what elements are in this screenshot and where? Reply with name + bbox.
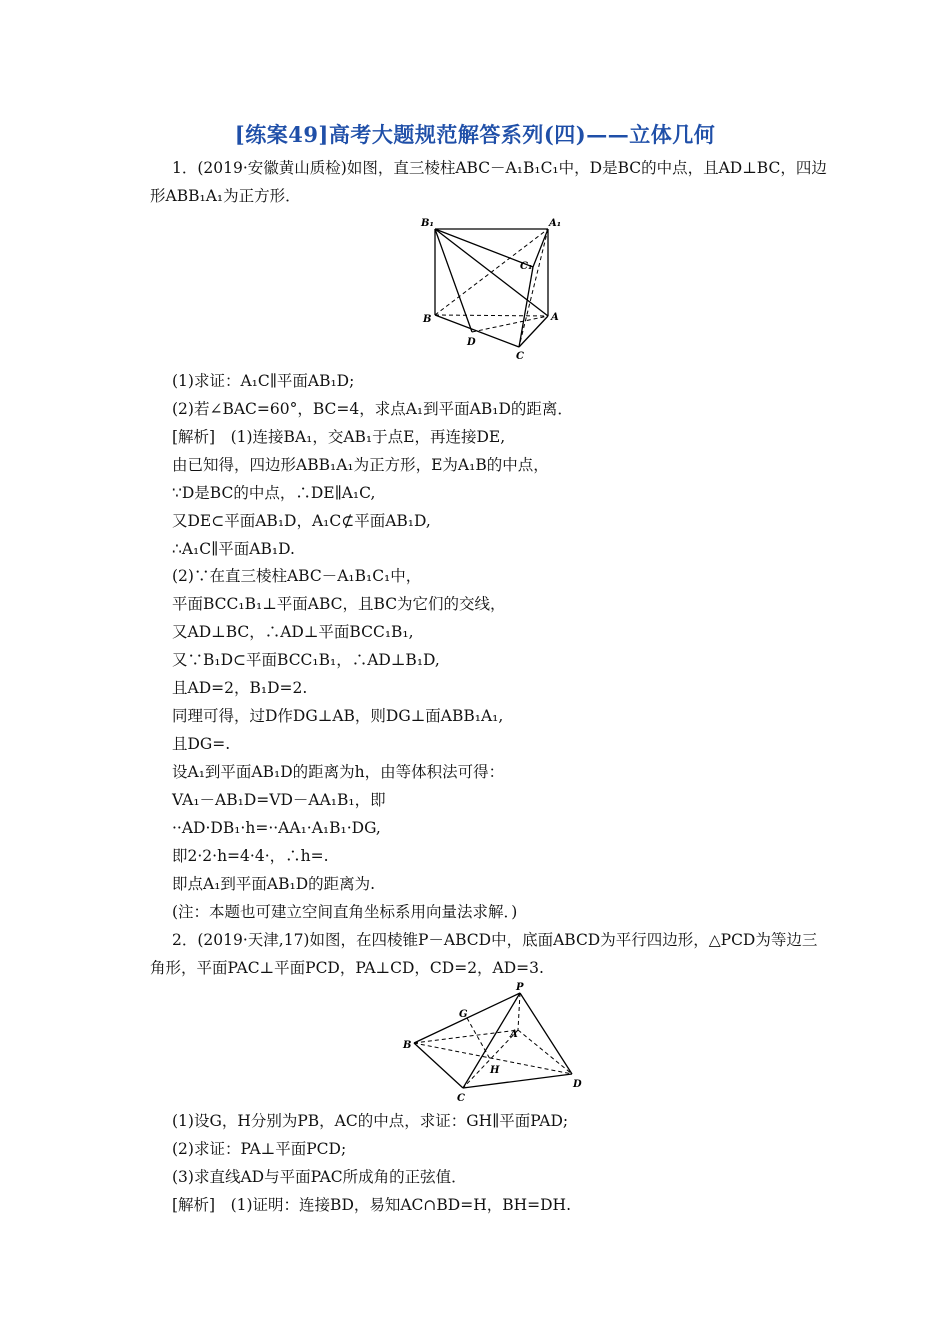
problem1-solution-line-5: ∴A₁C∥平面AB₁D. — [172, 540, 295, 558]
problem1-solution-line-6: (2)∵在直三棱柱ABC－A₁B₁C₁中， — [172, 567, 422, 585]
problem1-q1: (1)求证：A₁C∥平面AB₁D; — [172, 372, 355, 390]
edge-a1c — [519, 229, 548, 347]
edge-da — [472, 316, 548, 332]
label-a1: A₁ — [549, 218, 562, 229]
problem1-q2: (2)若∠BAC=60°，BC=4，求点A₁到平面AB₁D的距离． — [172, 400, 573, 418]
label-g: G — [459, 1009, 468, 1020]
label-p: P — [516, 982, 524, 993]
problem1-solution-line-2: 由已知得，四边形ABB₁A₁为正方形，E为A₁B的中点， — [172, 456, 549, 474]
problem2-solution-start: [解析] (1)证明：连接BD，易知AC∩BD=H，BH=DH. — [172, 1196, 571, 1214]
label-c1: C₁ — [520, 261, 533, 272]
problem1-solution-line-3: ∵D是BC的中点，∴DE∥A₁C, — [172, 484, 376, 502]
problem2-q2: (2)求证：PA⊥平面PCD; — [172, 1140, 347, 1158]
page-title: [练案49]高考大题规范解答系列(四)——立体几何 — [234, 122, 716, 147]
edge-bc — [435, 315, 519, 347]
edge-ba — [435, 315, 548, 316]
label-c: C — [457, 1093, 465, 1104]
problem1-solution-line-18: (注：本题也可建立空间直角坐标系用向量法求解．) — [172, 903, 518, 921]
edge-pd — [520, 993, 572, 1074]
label-h: H — [490, 1065, 500, 1076]
label-a: A — [551, 312, 559, 323]
edge-a1c1 — [533, 229, 548, 267]
problem1-solution-line-9: 又∵B₁D⊂平面BCC₁B₁，∴AD⊥B₁D, — [172, 651, 440, 669]
problem1-solution-line-8: 又AD⊥BC，∴AD⊥平面BCC₁B₁, — [172, 623, 414, 641]
edge-ad — [518, 1030, 572, 1074]
pyramid-figure — [400, 980, 600, 1105]
problem1-solution-line-10: 且AD=2，B₁D=2. — [172, 679, 308, 697]
label-b: B — [423, 314, 432, 325]
problem2-q3: (3)求直线AD与平面PAC所成角的正弦值． — [172, 1168, 467, 1186]
problem1-solution-line-17: 即点A₁到平面AB₁D的距离为. — [172, 875, 376, 893]
problem2-stem-line1: 2．(2019·天津,17)如图，在四棱锥P－ABCD中，底面ABCD为平行四边形，△PCD为等边三 — [172, 931, 818, 949]
label-b1: B₁ — [421, 218, 434, 229]
problem2-q1: (1)设G，H分别为PB，AC的中点，求证：GH∥平面PAD; — [172, 1112, 569, 1130]
problem1-stem-line2: 形ABB₁A₁为正方形． — [150, 187, 301, 205]
edge-ba — [414, 1030, 518, 1043]
problem1-solution-line-15: ··AD·DB₁·h=··AA₁·A₁B₁·DG, — [172, 819, 381, 837]
label-b: B — [403, 1040, 412, 1051]
label-d: D — [573, 1079, 582, 1090]
edge-b1c1 — [435, 229, 533, 267]
problem1-solution-line-11: 同理可得，过D作DG⊥AB，则DG⊥面ABB₁A₁, — [172, 707, 504, 725]
edge-pa — [518, 993, 520, 1030]
label-d: D — [467, 337, 476, 348]
problem1-solution-line-12: 且DG=. — [172, 735, 231, 753]
problem1-solution-line-7: 平面BCC₁B₁⊥平面ABC，且BC为它们的交线， — [172, 595, 506, 613]
problem1-solution-line-16: 即2·2·h=4·4·，∴h=. — [172, 847, 329, 865]
edge-cd — [463, 1074, 572, 1088]
prism-figure — [415, 212, 565, 362]
label-a: A — [510, 1029, 518, 1040]
problem2-stem-line2: 角形，平面PAC⊥平面PCD，PA⊥CD，CD=2，AD=3. — [150, 959, 544, 977]
problem1-solution-line-1: [解析] (1)连接BA₁，交AB₁于点E，再连接DE, — [172, 428, 506, 446]
problem1-stem-line1: 1．(2019·安徽黄山质检)如图，直三棱柱ABC－A₁B₁C₁中，D是BC的中点，且AD⊥BC，四边 — [172, 159, 827, 177]
segment-gh — [467, 1018, 490, 1059]
problem1-solution-line-13: 设A₁到平面AB₁D的距离为h，由等体积法可得： — [172, 763, 505, 781]
label-c: C — [516, 351, 524, 362]
problem1-solution-line-4: 又DE⊂平面AB₁D，A₁C⊄平面AB₁D, — [172, 512, 431, 530]
problem1-solution-line-14: VA₁－AB₁D=VD－AA₁B₁，即 — [172, 791, 386, 809]
edge-bc — [414, 1043, 463, 1088]
